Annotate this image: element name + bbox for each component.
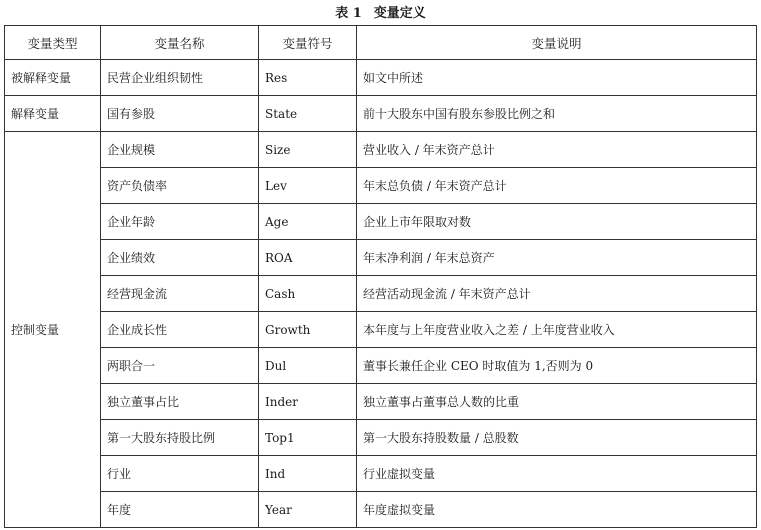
cell-variable-description: 行业虚拟变量: [357, 456, 757, 492]
cell-variable-type: 控制变量: [5, 132, 101, 528]
table-row: [5, 312, 757, 348]
cell-variable-symbol: Cash: [259, 276, 357, 312]
table-row: [5, 60, 757, 96]
header-variable-symbol: 变量符号: [259, 26, 357, 60]
cell-variable-description: 独立董事占董事总人数的比重: [357, 384, 757, 420]
cell-variable-symbol: ROA: [259, 240, 357, 276]
table-row: [5, 96, 757, 132]
header-variable-description: 变量说明: [357, 26, 757, 60]
cell-variable-symbol: Dul: [259, 348, 357, 384]
cell-variable-name: 年度: [101, 492, 259, 528]
table-row: [5, 456, 757, 492]
cell-variable-name: 资产负债率: [101, 168, 259, 204]
cell-variable-description: 年末总负债 / 年末资产总计: [357, 168, 757, 204]
cell-variable-description: 营业收入 / 年末资产总计: [357, 132, 757, 168]
cell-variable-name: 企业规模: [101, 132, 259, 168]
cell-variable-symbol: Size: [259, 132, 357, 168]
cell-variable-type: 被解释变量: [5, 60, 101, 96]
cell-variable-symbol: Growth: [259, 312, 357, 348]
cell-variable-symbol: Lev: [259, 168, 357, 204]
table-number: 表 1: [335, 6, 362, 21]
cell-variable-description: 本年度与上年度营业收入之差 / 上年度营业收入: [357, 312, 757, 348]
table-row: [5, 240, 757, 276]
cell-variable-name: 独立董事占比: [101, 384, 259, 420]
cell-variable-name: 民营企业组织韧性: [101, 60, 259, 96]
cell-variable-description: 前十大股东中国有股东参股比例之和: [357, 96, 757, 132]
table-row: [5, 168, 757, 204]
cell-variable-symbol: Res: [259, 60, 357, 96]
header-variable-type: 变量类型: [5, 26, 101, 60]
cell-variable-description: 如文中所述: [357, 60, 757, 96]
table-row: [5, 420, 757, 456]
table-body: [5, 60, 757, 528]
cell-variable-name: 第一大股东持股比例: [101, 420, 259, 456]
cell-variable-symbol: Inder: [259, 384, 357, 420]
table-title: 变量定义: [373, 6, 426, 21]
table-row: [5, 384, 757, 420]
cell-variable-description: 经营活动现金流 / 年末资产总计: [357, 276, 757, 312]
table-row: [5, 348, 757, 384]
table-row: [5, 492, 757, 528]
cell-variable-name: 企业绩效: [101, 240, 259, 276]
cell-variable-symbol: State: [259, 96, 357, 132]
table-header-row: [5, 26, 757, 60]
variable-definition-table: [4, 25, 757, 528]
header-variable-name: 变量名称: [101, 26, 259, 60]
table-row: [5, 204, 757, 240]
cell-variable-description: 年度虚拟变量: [357, 492, 757, 528]
cell-variable-name: 两职合一: [101, 348, 259, 384]
cell-variable-name: 经营现金流: [101, 276, 259, 312]
cell-variable-symbol: Age: [259, 204, 357, 240]
cell-variable-type: 解释变量: [5, 96, 101, 132]
cell-variable-description: 企业上市年限取对数: [357, 204, 757, 240]
cell-variable-name: 企业年龄: [101, 204, 259, 240]
cell-variable-description: 董事长兼任企业 CEO 时取值为 1,否则为 0: [357, 348, 757, 384]
cell-variable-name: 行业: [101, 456, 259, 492]
cell-variable-name: 企业成长性: [101, 312, 259, 348]
cell-variable-description: 第一大股东持股数量 / 总股数: [357, 420, 757, 456]
cell-variable-symbol: Top1: [259, 420, 357, 456]
cell-variable-symbol: Ind: [259, 456, 357, 492]
table-row: [5, 132, 757, 168]
cell-variable-name: 国有参股: [101, 96, 259, 132]
table-caption: [0, 5, 761, 23]
cell-variable-description: 年末净利润 / 年末总资产: [357, 240, 757, 276]
cell-variable-symbol: Year: [259, 492, 357, 528]
table-row: [5, 276, 757, 312]
